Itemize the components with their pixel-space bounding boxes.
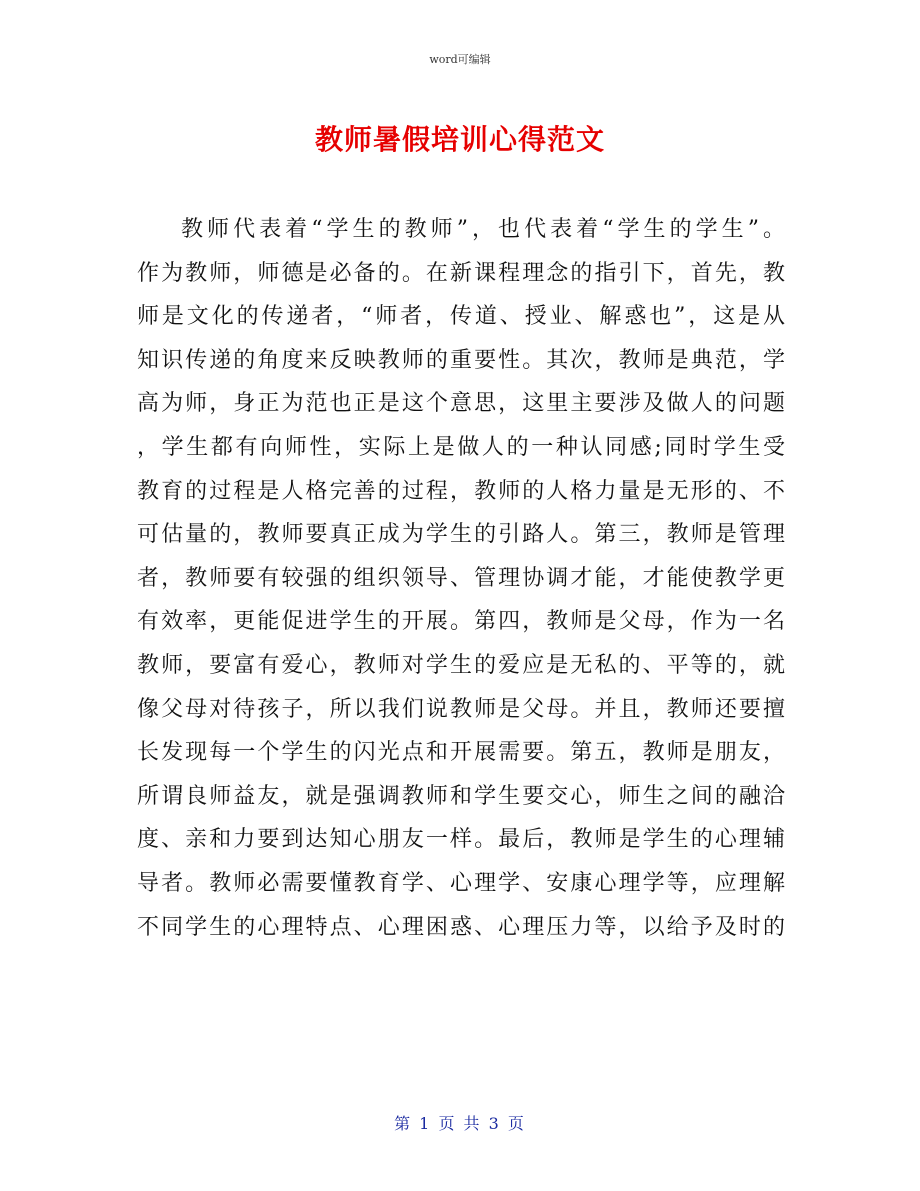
body-line: 有效率，更能促进学生的开展。第四，教师是父母，作为一名 [137, 609, 785, 635]
body-line: 可估量的，教师要真正成为学生的引路人。第三，教师是管理 [137, 522, 785, 548]
document-title: 教师暑假培训心得范文 [314, 123, 605, 156]
header-note: word可编辑 [429, 53, 491, 66]
body-line: 度、亲和力要到达知心朋友一样。最后，教师是学生的心理辅 [137, 827, 785, 853]
body-line: 长发现每一个学生的闪光点和开展需要。第五，教师是朋友， [137, 740, 785, 766]
body-line: ，学生都有向师性，实际上是做人的一种认同感;同时学生受 [137, 434, 785, 460]
body-line: 师是文化的传递者，“师者，传道、授业、解惑也”，这是从 [137, 304, 785, 330]
body-line: 像父母对待孩子，所以我们说教师是父母。并且，教师还要擅 [137, 696, 785, 722]
body-paragraph [137, 208, 785, 949]
body-line: 教师代表着“学生的教师”，也代表着“学生的学生”。 [181, 217, 785, 242]
body-line: 作为教师，师德是必备的。在新课程理念的指引下，首先，教 [137, 260, 785, 286]
body-line: 教育的过程是人格完善的过程，教师的人格力量是无形的、不 [137, 478, 785, 504]
body-line: 高为师，身正为范也正是这个意思，这里主要涉及做人的问题 [137, 391, 785, 417]
body-line: 不同学生的心理特点、心理困惑、心理压力等，以给予及时的 [137, 914, 785, 940]
body-line: 者，教师要有较强的组织领导、管理协调才能，才能使教学更 [137, 565, 785, 591]
body-line: 教师，要富有爱心，教师对学生的爱应是无私的、平等的，就 [137, 652, 785, 678]
body-line: 知识传递的角度来反映教师的重要性。其次，教师是典范，学 [137, 347, 785, 373]
page-footer: 第 1 页 共 3 页 [394, 1114, 526, 1133]
body-line: 导者。教师必需要懂教育学、心理学、安康心理学等，应理解 [137, 870, 785, 896]
body-line: 所谓良师益友，就是强调教师和学生要交心，师生之间的融洽 [137, 783, 785, 809]
